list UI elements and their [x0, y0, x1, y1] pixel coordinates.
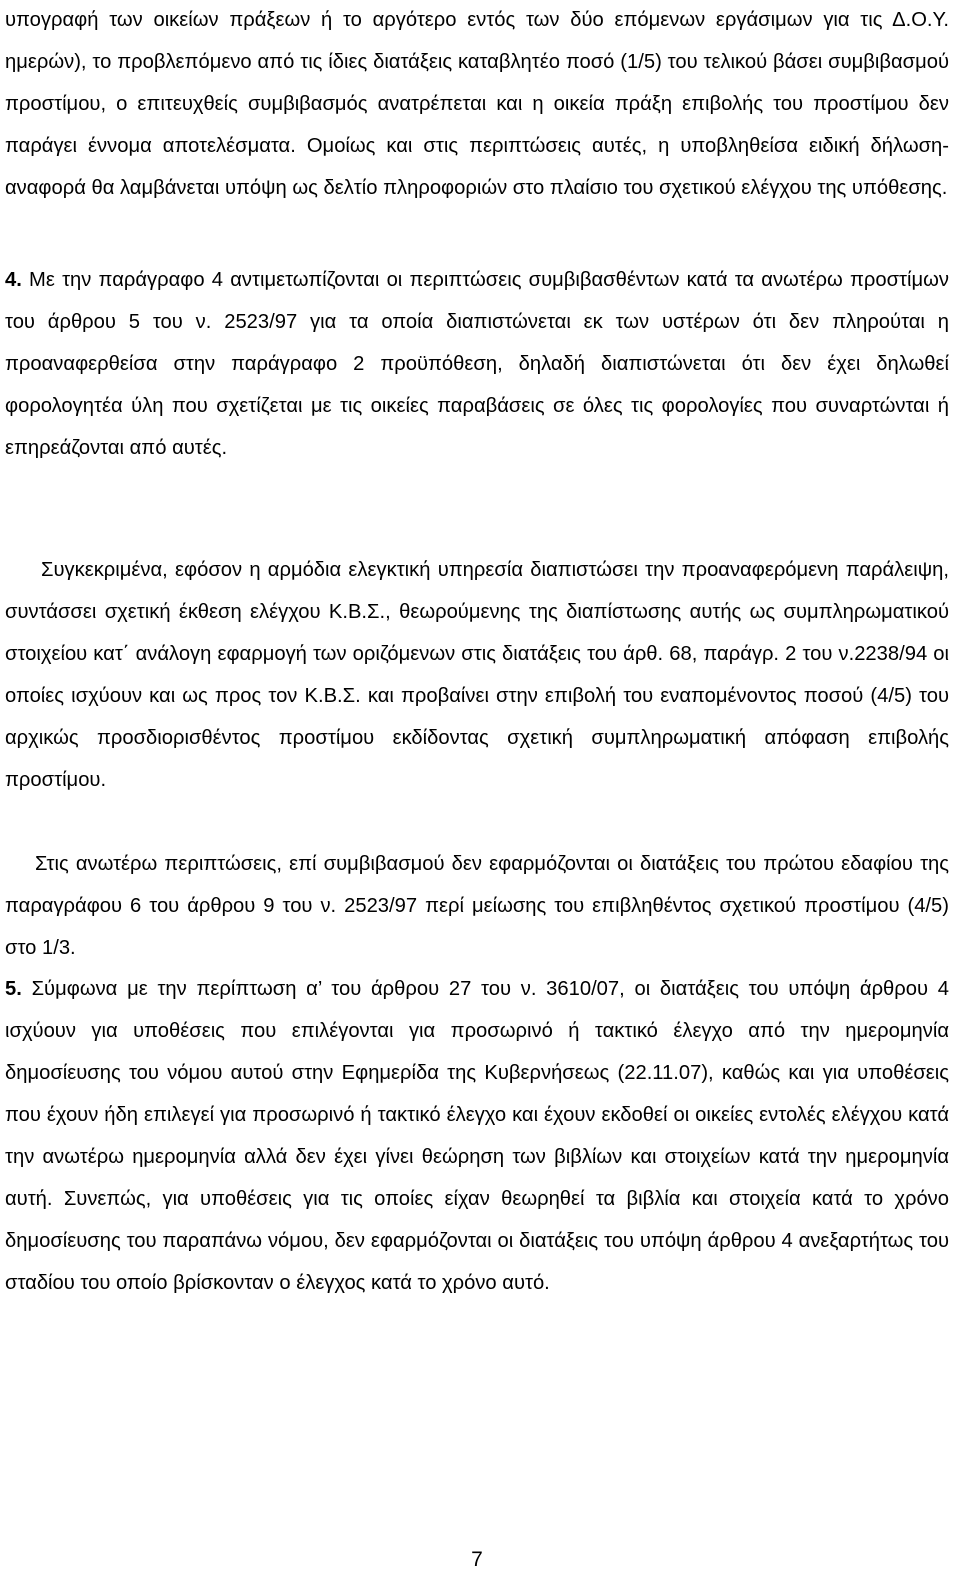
- paragraph-1: υπογραφή των οικείων πράξεων ή το αργότερο εντός των δύο επόμενων εργάσιμων για τις Δ.Ο.Υ. ημερών), το προβλεπόμενο από τις ίδιες διατάξεις καταβλητέο ποσό (1/5) του τελικού βάσει συμβιβασμού προστίμου, ο επιτευχθείς συμβιβασμός ανατρέπεται και η οικεία πράξη επιβολής του προστίμου δεν παράγει έννομα αποτελέσματα. Ομοίως και στις περιπτώσεις αυτές, η υποβληθείσα ειδική δήλωση-αναφορά θα λαμβάνεται υπόψη ως δελτίο πληροφοριών στο πλαίσιο του σχετικού ελέγχου της υπόθεσης.: [5, 9, 949, 199]
- paragraph-3: Συγκεκριμένα, εφόσον η αρμόδια ελεγκτική υπηρεσία διαπιστώσει την προαναφερόμενη παράλειψη, συντάσσει σχετική έκθεση ελέγχου Κ.Β.Σ., θεωρούμενης της διαπίστωσης αυτής ως συμπληρωματικού στοιχείου κατ΄ ανάλογη εφαρμογή των οριζόμενων στις διατάξεις του άρθ. 68, παράγρ. 2 του ν.2238/94 οι οποίες ισχύουν και ως προς τον Κ.Β.Σ. και προβαίνει στην επιβολή του εναπομένοντος ποσού (4/5) του αρχικώς προσδιορισθέντος προστίμου εκδίδοντας σχετική συμπληρωματική απόφαση επιβολής προστίμου.: [5, 559, 949, 791]
- paragraph-5: [5, 968, 949, 1304]
- paragraph-5-number: 5.: [5, 978, 22, 1000]
- paragraph-4: Στις ανωτέρω περιπτώσεις, επί συμβιβασμού δεν εφαρμόζονται οι διατάξεις του πρώτου εδαφίου της παραγράφου 6 του άρθρου 9 του ν. 2523/97 περί μείωσης του επιβληθέντος σχετικού προστίμου (4/5) στο 1/3.: [5, 853, 949, 959]
- paragraph-2-number: 4.: [5, 269, 22, 291]
- document-page: [5, 0, 955, 1587]
- paragraph-2: [5, 259, 949, 469]
- page-number: 7: [471, 1548, 483, 1571]
- paragraph-2-text: Με την παράγραφο 4 αντιμετωπίζονται οι περιπτώσεις συμβιβασθέντων κατά τα ανωτέρω προστίμων του άρθρου 5 του ν. 2523/97 για τα οποία διαπιστώνεται εκ των υστέρων ότι δεν πληρούται η προαναφερθείσα στην παράγραφο 2 προϋπόθεση, δηλαδή διαπιστώνεται ότι δεν έχει δηλωθεί φορολογητέα ύλη που σχετίζεται με τις οικείες παραβάσεις σε όλες τις φορολογίες που συναρτώνται ή επηρεάζονται από αυτές.: [5, 269, 950, 459]
- paragraph-5-text: Σύμφωνα με την περίπτωση α’ του άρθρου 27 του ν. 3610/07, οι διατάξεις του υπόψη άρθρου 4 ισχύουν για υποθέσεις που επιλέγονται για προσωρινό ή τακτικό έλεγχο από την ημερομηνία δημοσίευσης του νόμου αυτού στην Εφημερίδα της Κυβερνήσεως (22.11.07), καθώς και για υποθέσεις που έχουν ήδη επιλεγεί για προσωρινό ή τακτικό έλεγχο και έχουν εκδοθεί οι οικείες εντολές ελέγχου κατά την ανωτέρω ημερομηνία αλλά δεν έχει γίνει θεώρηση των βιβλίων και στοιχείων κατά την ημερομηνία αυτή. Συνεπώς, για υποθέσεις για τις οποίες είχαν θεωρηθεί τα βιβλία και στοιχεία κατά το χρόνο δημοσίευσης του παραπάνω νόμου, δεν εφαρμόζονται οι διατάξεις του υπόψη άρθρου 4 ανεξαρτήτως του σταδίου του οποίο βρίσκονταν ο έλεγχος κατά το χρόνο αυτό.: [5, 978, 949, 1294]
